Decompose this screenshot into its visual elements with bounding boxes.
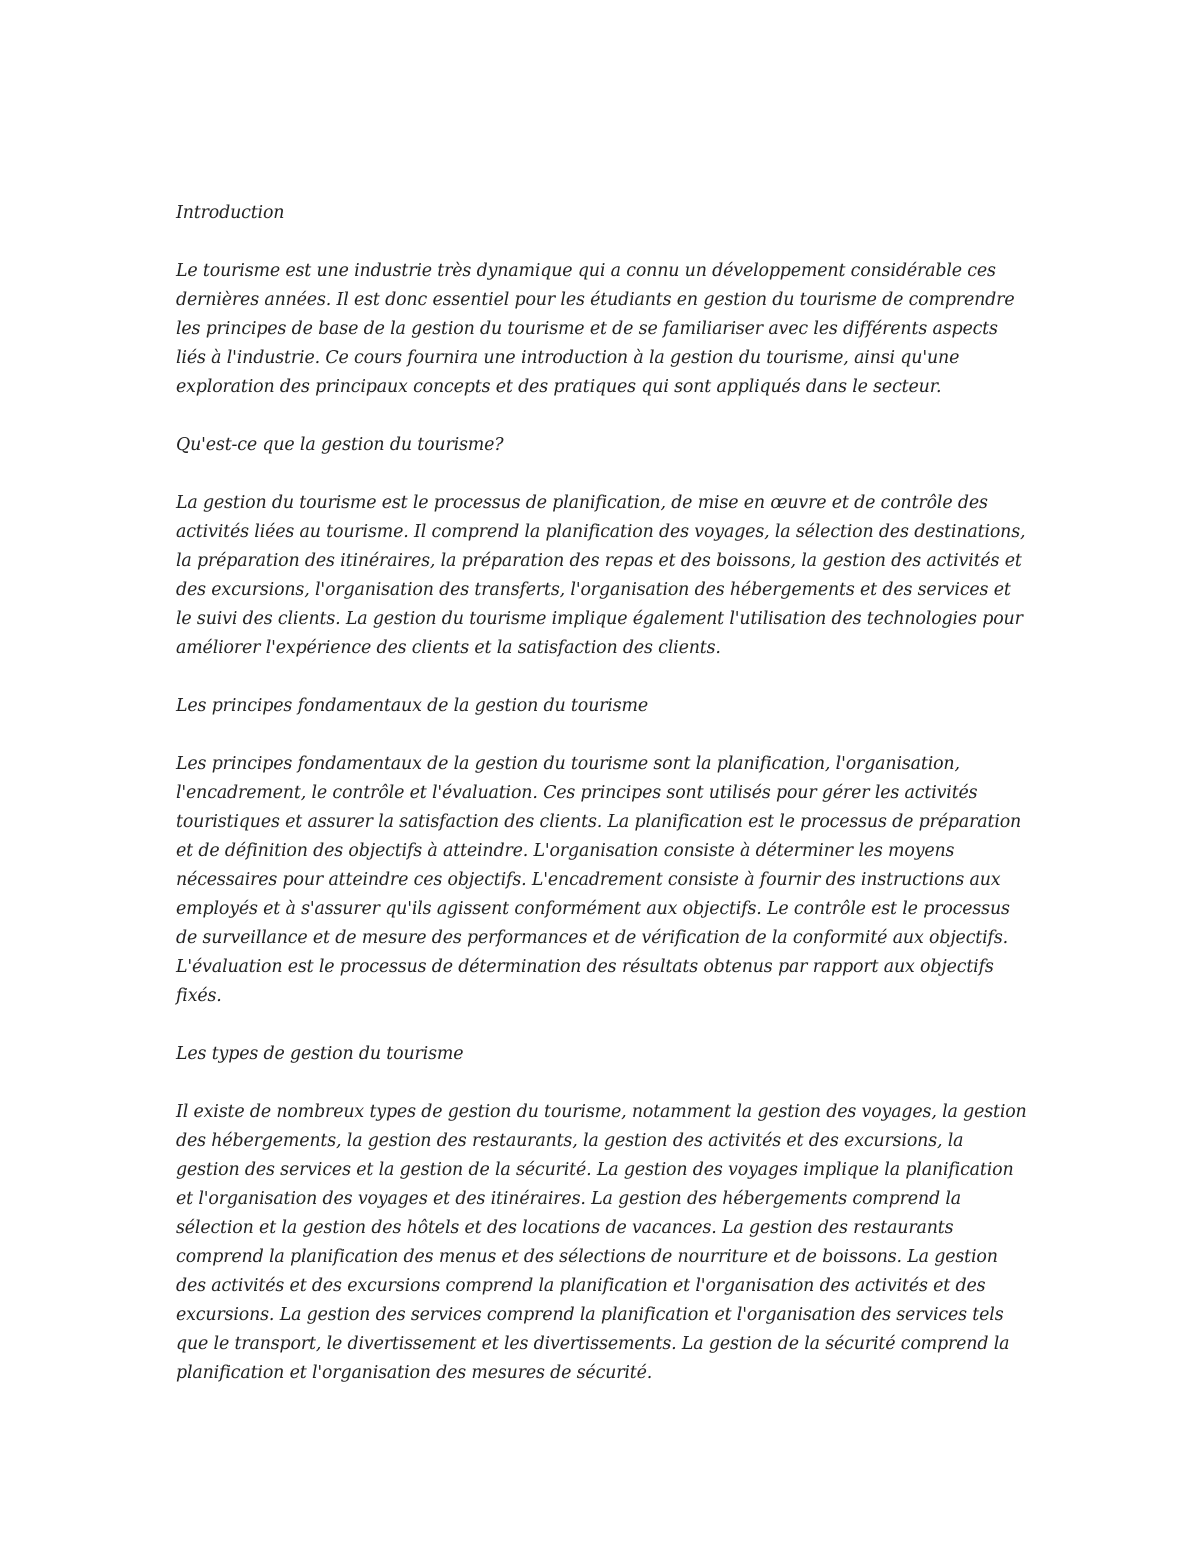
section-paragraph-principles: Les principes fondamentaux de la gestion du tourisme sont la planification, l'organisation, l'encadrement, le contrôle et l'évaluation. Ces principes sont utilisés pour gérer les activités touristiques et assurer la satisfaction des clients. La planification est le processus de préparation et de définition des objectifs à atteindre. L'organisation consiste à déterminer les moyens nécessaires pour atteindre ces objectifs. L'encadrement consiste à fournir des instructions aux employés et à s'assurer qu'ils agissent conformément aux objectifs. Le contrôle est le processus de surveillance et de mesure des performances et de vérification de la conformité aux objectifs. L'évaluation est le processus de détermination des résultats obtenus par rapport aux objectifs fixés. (176, 754, 1022, 1006)
section-heading-types: Les types de gestion du tourisme (176, 1044, 464, 1064)
section-paragraph-introduction: Le tourisme est une industrie très dynamique qui a connu un développement considérable ces dernières années. Il est donc essentiel pour les étudiants en gestion du tourisme de comprendre les principes de base de la gestion du tourisme et de se familiariser avec les différents aspects liés à l'industrie. Ce cours fournira une introduction à la gestion du tourisme, ainsi qu'une exploration des principaux concepts et des pratiques qui sont appliqués dans le secteur. (176, 261, 1015, 397)
section-heading-definition: Qu'est-ce que la gestion du tourisme? (176, 435, 504, 455)
section-heading-principles: Les principes fondamentaux de la gestion du tourisme (176, 696, 648, 716)
section-heading-introduction: Introduction (176, 203, 285, 223)
section-paragraph-types: Il existe de nombreux types de gestion du tourisme, notamment la gestion des voyages, la gestion des hébergements, la gestion des restaurants, la gestion des activités et des excursions, la gestion des services et la gestion de la sécurité. La gestion des voyages implique la planification et l'organisation des voyages et des itinéraires. La gestion des hébergements comprend la sélection et la gestion des hôtels et des locations de vacances. La gestion des restaurants comprend la planification des menus et des sélections de nourriture et de boissons. La gestion des activités et des excursions comprend la planification et l'organisation des activités et des excursions. La gestion des services comprend la planification et l'organisation des services tels que le transport, le divertissement et les divertissements. La gestion de la sécurité comprend la planification et l'organisation des mesures de sécurité. (176, 1102, 1027, 1383)
document-body (176, 199, 1030, 1417)
section-paragraph-definition: La gestion du tourisme est le processus de planification, de mise en œuvre et de contrôle des activités liées au tourisme. Il comprend la planification des voyages, la sélection des destinations, la préparation des itinéraires, la préparation des repas et des boissons, la gestion des activités et des excursions, l'organisation des transferts, l'organisation des hébergements et des services et le suivi des clients. La gestion du tourisme implique également l'utilisation des technologies pour améliorer l'expérience des clients et la satisfaction des clients. (176, 493, 1026, 658)
